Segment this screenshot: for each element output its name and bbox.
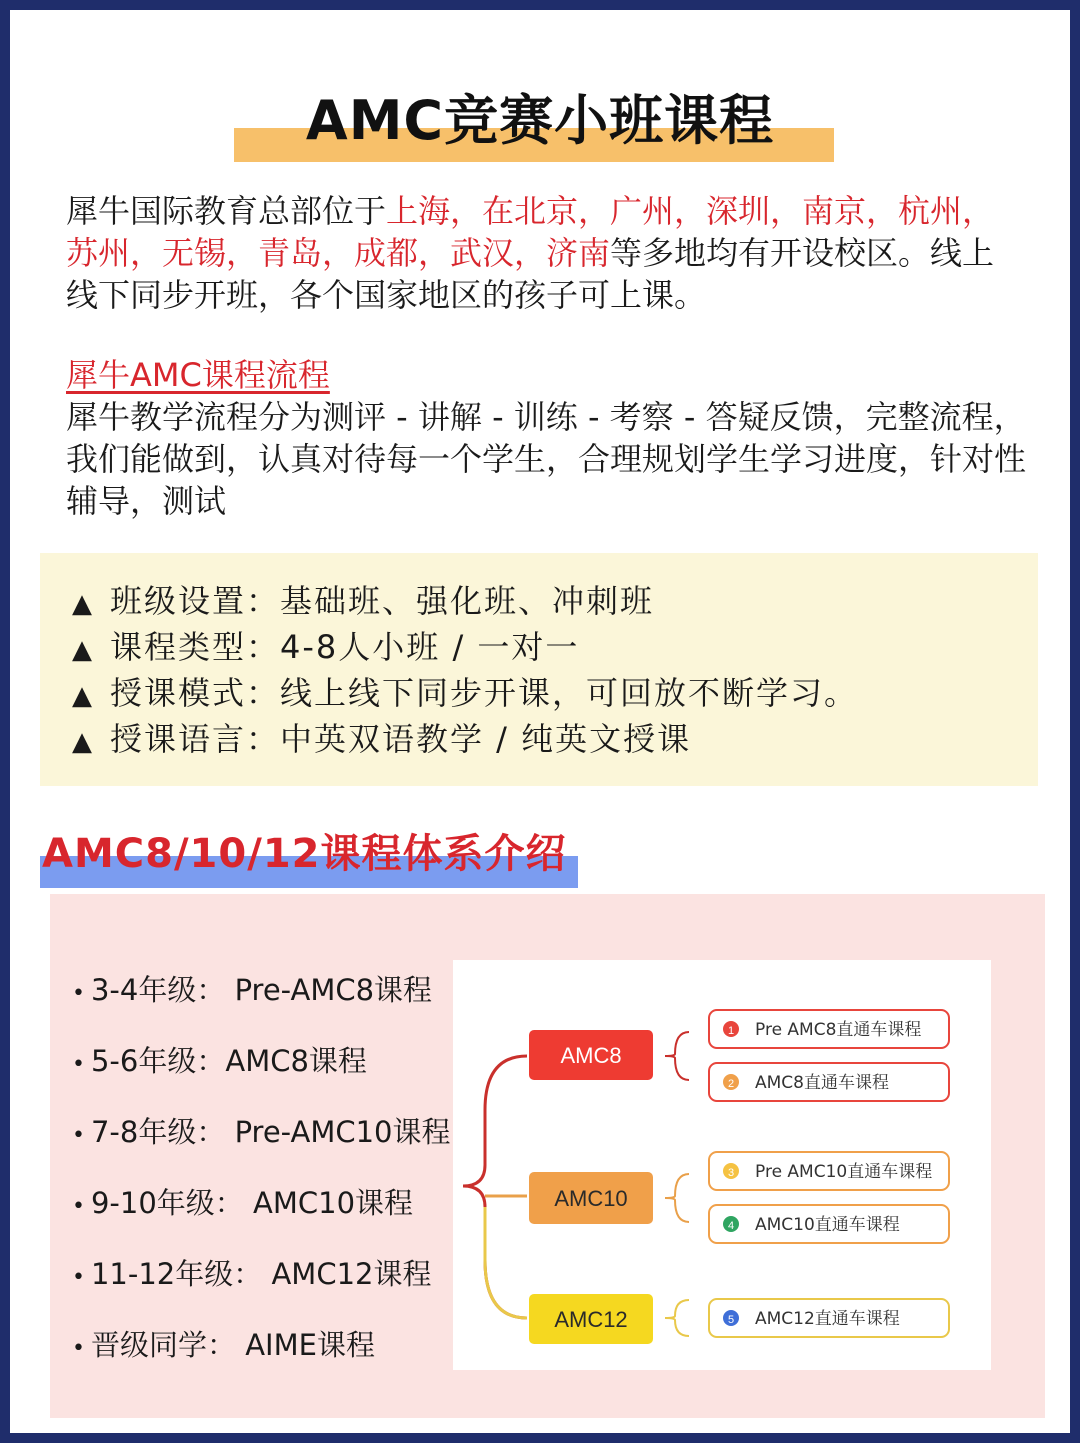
system-box — [50, 894, 1045, 1418]
course-label: AMC10直通车课程 — [755, 1215, 900, 1235]
course-pill — [709, 1152, 949, 1190]
grade-item: • 11-12年级： AMC12课程 — [72, 1257, 432, 1291]
page — [10, 10, 1070, 1433]
system-title-block — [40, 822, 580, 888]
level-label: AMC10 — [554, 1186, 628, 1211]
brace-amc10 — [665, 1174, 689, 1222]
triangle-icon: ▲ — [72, 635, 94, 665]
svg-text:5: 5 — [727, 1314, 735, 1326]
svg-text:1: 1 — [727, 1025, 735, 1037]
grade-item: • 3-4年级： Pre-AMC8课程 — [72, 973, 433, 1007]
info-box — [40, 553, 1038, 786]
brace-amc12 — [665, 1300, 689, 1336]
main-brace-yellow — [485, 1207, 527, 1318]
grade-item: • 晋级同学： AIME课程 — [72, 1328, 375, 1362]
system-title: AMC8/10/12课程体系介绍 — [42, 831, 567, 877]
course-label: AMC12直通车课程 — [755, 1309, 900, 1329]
course-pill — [709, 1299, 949, 1337]
info-item-class: ▲ 班级设置：基础班、强化班、冲刺班 — [72, 578, 654, 624]
course-pill — [709, 1010, 949, 1048]
course-label: Pre AMC8直通车课程 — [755, 1020, 922, 1040]
course-diagram-svg — [453, 960, 991, 1370]
level-label: AMC8 — [560, 1043, 622, 1068]
grade-item: • 5-6年级：AMC8课程 — [72, 1044, 367, 1078]
info-item-type: ▲ 课程类型：4-8人小班 / 一对一 — [72, 624, 579, 670]
flow-text: 犀牛教学流程分为测评 - 讲解 - 训练 - 考察 - 答疑反馈，完整流程，我们能做到，认真对待每一个学生，合理规划学生学习进度，针对性辅导，测试 — [66, 398, 1027, 520]
main-brace-red — [463, 1056, 527, 1318]
intro-tail: 等多地均有开设校区。线上线下同步开班，各个国家地区的孩子可上课。 — [66, 234, 995, 314]
title-block — [10, 78, 1070, 168]
svg-text:4: 4 — [727, 1220, 735, 1232]
triangle-icon: ▲ — [72, 727, 94, 757]
intro-lead: 犀牛国际教育总部位于 — [66, 192, 387, 230]
triangle-icon: ▲ — [72, 681, 94, 711]
intro-paragraph — [66, 190, 1026, 316]
course-label: Pre AMC10直通车课程 — [755, 1162, 933, 1182]
level-box-amc8 — [529, 1030, 653, 1080]
course-pill — [709, 1205, 949, 1243]
course-pill — [709, 1063, 949, 1101]
grade-item: • 9-10年级： AMC10课程 — [72, 1186, 414, 1220]
info-item-language: ▲ 授课语言：中英双语教学 / 纯英文授课 — [72, 716, 691, 762]
triangle-icon: ▲ — [72, 589, 94, 619]
level-label: AMC12 — [554, 1307, 628, 1332]
intro-cities: 上海，在北京，广州，深圳，南京，杭州，苏州，无锡，青岛，成都，武汉，济南 — [66, 192, 995, 272]
svg-text:2: 2 — [727, 1078, 735, 1090]
svg-text:3: 3 — [727, 1167, 735, 1179]
grade-item: • 7-8年级： Pre-AMC10课程 — [72, 1115, 451, 1149]
info-item-mode: ▲ 授课模式：线上线下同步开课，可回放不断学习。 — [72, 670, 858, 716]
course-label: AMC8直通车课程 — [755, 1073, 889, 1093]
brace-amc8 — [665, 1032, 689, 1080]
course-diagram — [453, 960, 991, 1370]
level-box-amc10 — [529, 1172, 653, 1224]
flow-title: 犀牛AMC课程流程 — [66, 356, 330, 394]
page-title: AMC竞赛小班课程 — [305, 89, 775, 152]
level-box-amc12 — [529, 1294, 653, 1344]
